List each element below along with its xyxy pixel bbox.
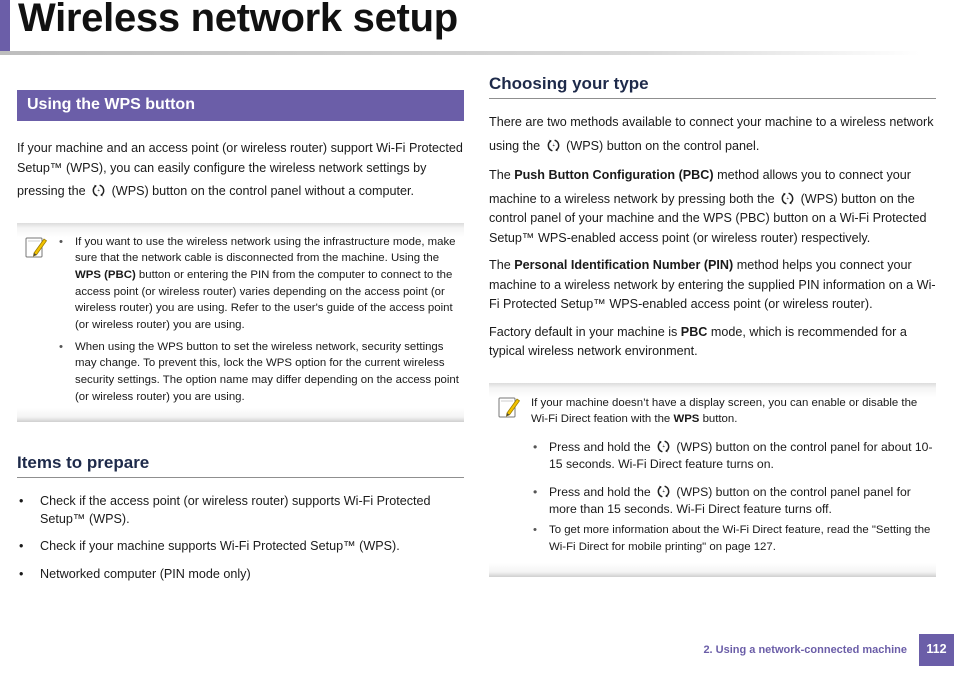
wps-note-list (57, 234, 462, 406)
list-item: • Press and hold the (WPS) button on the control panel for about 10-15 seconds. Wi-Fi Direct feature turns on. (531, 439, 934, 473)
type-section-heading: Choosing your type (489, 74, 936, 99)
wps-section-heading: Using the WPS button (17, 90, 464, 121)
note-pencil-icon (498, 395, 520, 419)
footer-chapter: 2. Using a network-connected machine (703, 644, 907, 656)
wps-icon (546, 138, 561, 153)
wps-icon (656, 439, 671, 454)
wifi-direct-note-box (489, 383, 936, 577)
wps-intro-text-b: (WPS) button on the control panel without a computer. (111, 184, 415, 198)
type-paragraph-3: The Personal Identification Number (PIN) method helps you connect your machine to a wireless network by entering the supplied PIN information on a Wi-Fi Protected Setup™ WPS-enabled access point (or wireless router). (489, 258, 936, 311)
type-paragraph-1-line2: using the (WPS) button on the control panel. (489, 138, 760, 153)
header-accent-bar (0, 0, 10, 52)
items-list (17, 492, 464, 583)
right-column (489, 74, 936, 577)
list-item: • When using the WPS button to set the wireless network, security settings may change. To prevent this, lock the WPS option for the current wireless security settings. The option name may differ depending on the access point (or wireless router) you are using. (57, 339, 462, 406)
items-section-heading: Items to prepare (17, 453, 464, 478)
list-item: • Networked computer (PIN mode only) (17, 565, 464, 583)
wifi-direct-note-list (531, 439, 934, 555)
wps-icon (656, 484, 671, 499)
wps-intro-text: If your machine and an access point (or wireless router) support Wi-Fi Protected Setup™ (WPS), you can easily configure the wireless network settings by (17, 141, 463, 175)
page-number: 112 (919, 634, 954, 666)
type-paragraph-4: Factory default in your machine is PBC mode, which is recommended for a typical wireless network environment. (489, 324, 907, 358)
wps-icon (91, 183, 106, 198)
wps-note-box (17, 223, 464, 422)
list-item: • Check if the access point (or wireless router) supports Wi-Fi Protected Setup™ (WPS). (17, 492, 464, 528)
list-item: • To get more information about the Wi-Fi Direct feature, read the "Setting the Wi-Fi Direct for mobile printing" on page 127. (531, 522, 934, 555)
wps-intro-line2 (17, 182, 464, 202)
wifi-direct-note-intro: If your machine doesn’t have a display screen, you can enable or disable the Wi-Fi Direct feation with the WPS button. (531, 396, 918, 426)
type-paragraph-1: There are two methods available to connect your machine to a wireless network (489, 115, 934, 129)
list-item: • Check if your machine supports Wi-Fi Protected Setup™ (WPS). (17, 537, 464, 555)
list-item: • If you want to use the wireless network using the infrastructure mode, make sure that the network cable is disconnected from the machine. Using the WPS (PBC) button or entering the PIN from the computer to connect to the access point (or wireless router) varies depending on the access point (or wireless router) you are using. Refer to the user's guide of the access point (or wireless router) you are using. (57, 234, 462, 334)
left-column (17, 90, 464, 583)
wps-intro-text-a: pressing the (17, 184, 86, 198)
note-pencil-icon (25, 235, 47, 259)
type-paragraph-2: The Push Button Configuration (PBC) method allows you to connect your (489, 168, 911, 182)
type-paragraph-2-cont: machine to a wireless network by pressing both the (WPS) button on the control panel of your machine and the WPS (PBC) button on a Wi-Fi Protected Setup™ WPS-enabled access point (or wireless router) respectively. (489, 191, 927, 245)
wps-intro (17, 139, 464, 178)
title-divider (0, 51, 920, 55)
page-title: Wireless network setup (18, 0, 458, 40)
wps-icon (780, 191, 795, 206)
list-item: • Press and hold the (WPS) button on the control panel panel for more than 15 seconds. Wi-Fi Direct feature turns off. (531, 484, 934, 518)
